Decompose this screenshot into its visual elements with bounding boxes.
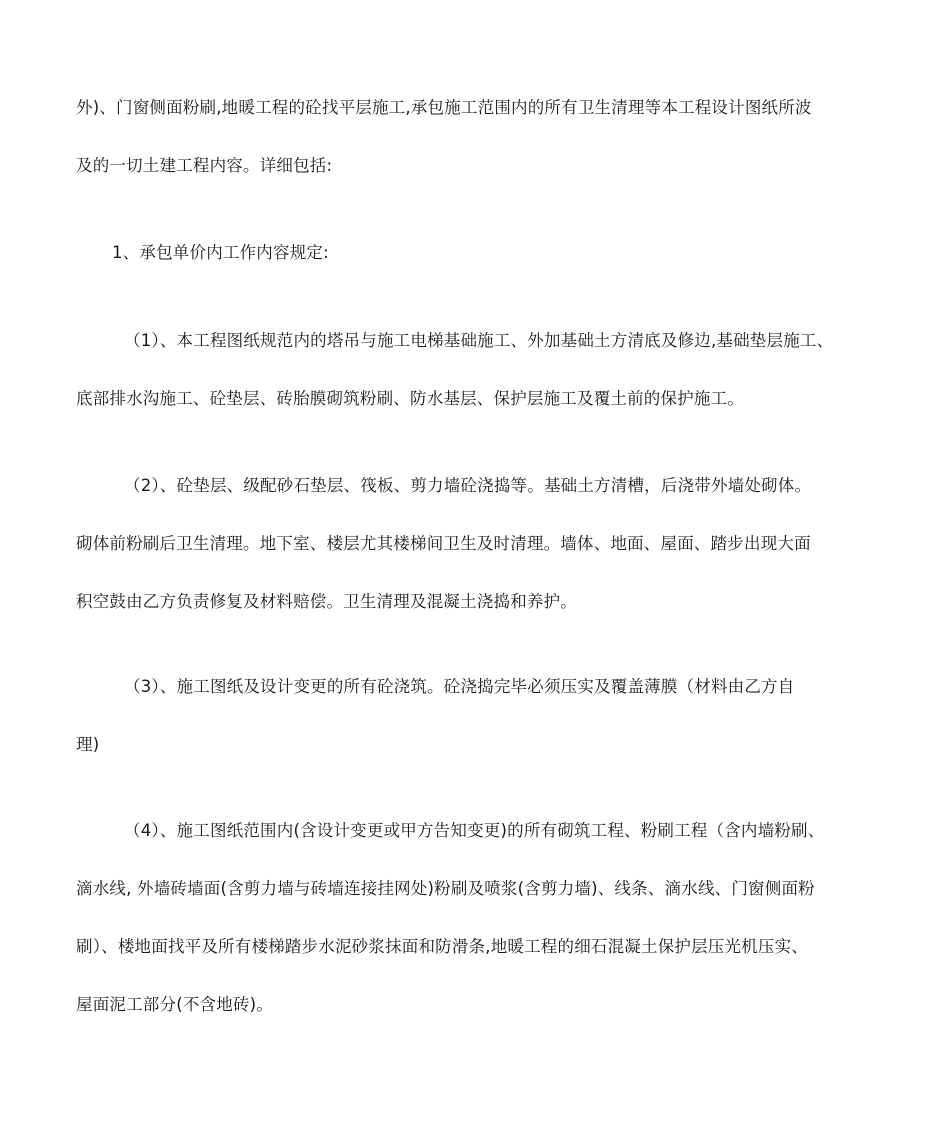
text-line: （4）、施工图纸范围内(含设计变更或甲方告知变更)的所有砌筑工程、粉刷工程（含内墙粉刷、 (124, 821, 825, 840)
text-line: 积空鼓由乙方负责修复及材料赔偿。卫生清理及混凝土浇捣和养护。 (76, 592, 577, 611)
text-line: （2）、砼垫层、级配砂石垫层、筏板、剪力墙砼浇捣等。基础土方清槽，后浇带外墙处砌体。 (124, 476, 812, 495)
text-line: 外)、门窗侧面粉刷,地暖工程的砼找平层施工,承包施工范围内的所有卫生清理等本工程设计图纸所波 (76, 98, 812, 117)
text-line: 理) (76, 735, 100, 754)
text-line: 滴水线, 外墙砖墙面(含剪力墙与砖墙连接挂网处)粉刷及喷浆(含剪力墙)、线条、滴水线、门窗侧面粉 (76, 879, 815, 898)
paragraph-scope-intro (76, 79, 888, 195)
paragraph-section-heading (76, 224, 888, 282)
paragraph-item-3 (76, 658, 888, 774)
section-heading: 1、承包单价内工作内容规定: (112, 243, 329, 262)
paragraph-item-1 (76, 312, 888, 428)
text-line: （1）、本工程图纸规范内的塔吊与施工电梯基础施工、外加基础土方清底及修边,基础垫层施工、 (124, 331, 834, 350)
text-line: 砌体前粉刷后卫生清理。地下室、楼层尤其楼梯间卫生及时清理。墙体、地面、屋面、踏步出现大面 (76, 534, 811, 553)
paragraph-item-2 (76, 457, 888, 631)
text-line: （3）、施工图纸及设计变更的所有砼浇筑。砼浇捣完毕必须压实及覆盖薄膜（材料由乙方自 (124, 677, 795, 696)
text-line: 及的一切土建工程内容。详细包括: (76, 156, 333, 175)
paragraph-item-4 (76, 802, 888, 1034)
text-line: 底部排水沟施工、砼垫层、砖胎膜砌筑粉刷、防水基层、保护层施工及覆土前的保护施工。 (76, 389, 744, 408)
text-line: 屋面泥工部分(不含地砖)。 (76, 995, 273, 1014)
text-line: 刷）、楼地面找平及所有楼梯踏步水泥砂浆抹面和防滑条,地暖工程的细石混凝土保护层压光机压实、 (76, 937, 808, 956)
